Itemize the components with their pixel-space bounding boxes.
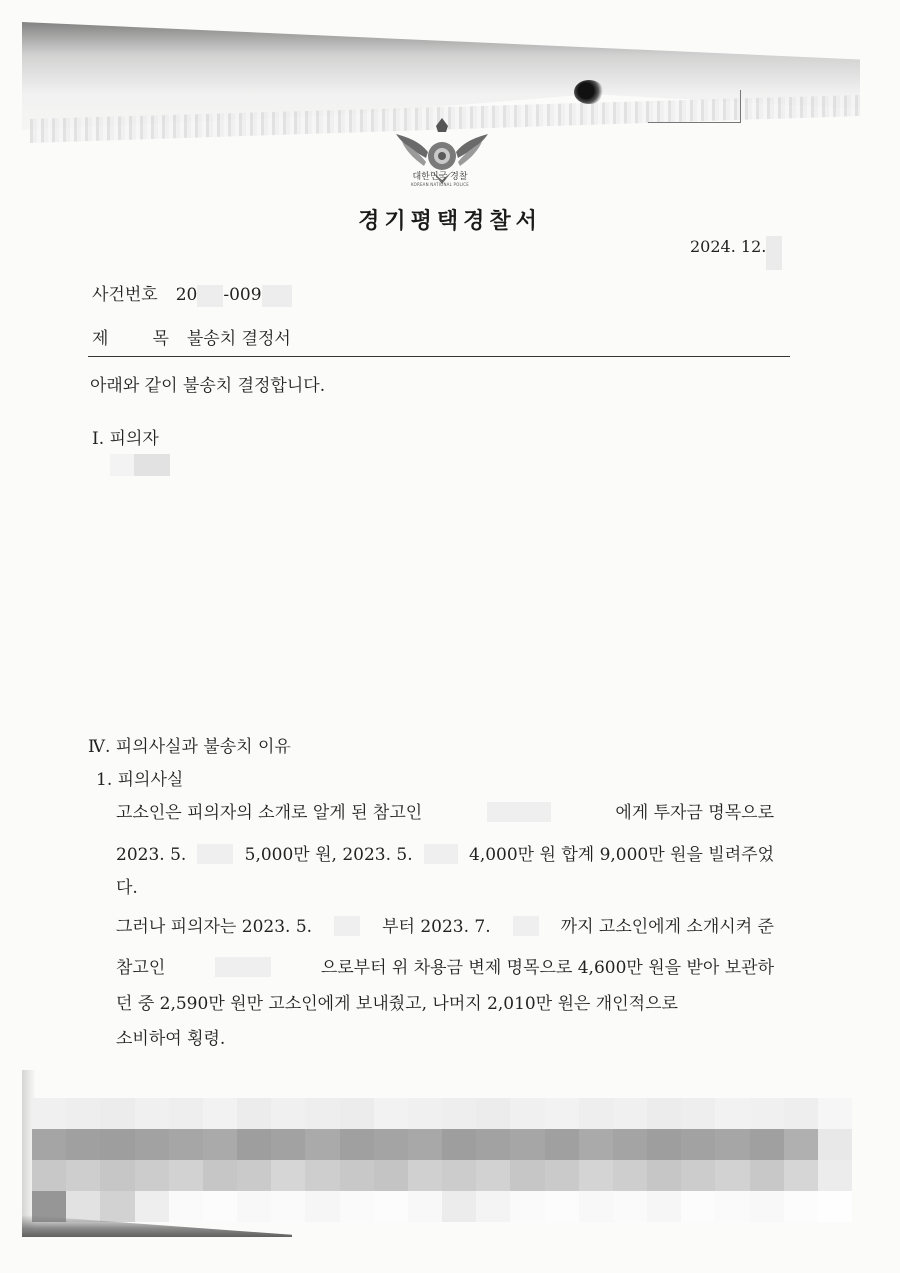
p2-l1-a: 그러나 피의자는 2023. 5. — [116, 917, 313, 937]
section-suspect-heading: Ⅰ. 피의자 — [92, 429, 159, 449]
section-facts-heading: Ⅳ. 피의사실과 불송치 이유 — [88, 737, 291, 757]
mosaic-cell — [647, 1191, 681, 1222]
mosaic-cell — [135, 1191, 169, 1222]
redaction-case-serial — [262, 285, 292, 307]
mosaic-cell — [340, 1098, 374, 1129]
mosaic-cell — [169, 1160, 203, 1191]
mosaic-cell — [203, 1098, 237, 1129]
mosaic-cell — [408, 1098, 442, 1129]
case-number-label: 사건번호 — [92, 285, 158, 305]
station-name: 경기평택경찰서 — [358, 208, 542, 234]
p2-l2-a: 참고인 — [116, 958, 166, 978]
p2-l3: 던 중 2,590만 원만 고소인에게 보내줬고, 나머지 2,010만 원은 개인적으로 — [116, 994, 678, 1014]
mosaic-cell — [305, 1098, 339, 1129]
mosaic-cell — [32, 1160, 66, 1191]
mosaic-cell — [579, 1191, 613, 1222]
mosaic-cell — [237, 1191, 271, 1222]
stamp-box — [648, 90, 741, 123]
punch-hole-mark — [574, 80, 604, 104]
p1-l2-b: 5,000만 원, 2023. 5. — [244, 845, 413, 865]
mosaic-cell — [271, 1160, 305, 1191]
header-divider — [88, 356, 790, 357]
mosaic-cell — [135, 1129, 169, 1160]
redaction-suspect-name — [110, 454, 170, 476]
mosaic-cell — [32, 1129, 66, 1160]
mosaic-cell — [374, 1191, 408, 1222]
mosaic-cell — [305, 1191, 339, 1222]
paragraph-2-line-3 — [116, 993, 774, 1015]
mosaic-cell — [476, 1129, 510, 1160]
mosaic-cell — [374, 1160, 408, 1191]
redaction-date-2 — [424, 844, 458, 864]
title-label-1: 제 — [92, 329, 109, 349]
mosaic-cell — [66, 1160, 100, 1191]
mosaic-cell — [613, 1129, 647, 1160]
mosaic-cell — [100, 1129, 134, 1160]
mosaic-cell — [613, 1191, 647, 1222]
redaction-witness-1 — [487, 802, 551, 822]
mosaic-cell — [750, 1191, 784, 1222]
mosaic-cell — [681, 1160, 715, 1191]
redaction-date-1 — [197, 844, 233, 864]
paragraph-2-line-2 — [116, 957, 774, 979]
mosaic-cell — [32, 1098, 66, 1129]
mosaic-cell — [545, 1160, 579, 1191]
mosaic-cell — [340, 1191, 374, 1222]
mosaic-cell — [135, 1098, 169, 1129]
mosaic-cell — [476, 1160, 510, 1191]
p1-l1-a: 고소인은 피의자의 소개로 알게 된 참고인 — [116, 803, 423, 823]
paragraph-2-line-1 — [116, 916, 774, 938]
document-title: 불송치 결정서 — [186, 329, 291, 349]
mosaic-cell — [271, 1098, 305, 1129]
mosaic-cell — [784, 1191, 818, 1222]
mosaic-cell — [169, 1191, 203, 1222]
paragraph-1-line-1 — [116, 802, 774, 824]
redaction-witness-2 — [215, 957, 271, 977]
intro-text: 아래와 같이 불송치 결정합니다. — [90, 376, 326, 396]
case-number-mid: -009 — [223, 285, 262, 305]
mosaic-cell — [442, 1191, 476, 1222]
facts-subheading: 1. 피의사실 — [96, 770, 184, 790]
mosaic-cell — [510, 1129, 544, 1160]
mosaic-cell — [169, 1098, 203, 1129]
redaction-date-4 — [513, 916, 539, 936]
mosaic-cell — [613, 1160, 647, 1191]
mosaic-cell — [715, 1129, 749, 1160]
mosaic-cell — [647, 1098, 681, 1129]
mosaic-cell — [613, 1098, 647, 1129]
mosaic-cell — [818, 1160, 852, 1191]
mosaic-cell — [340, 1129, 374, 1160]
mosaic-cell — [100, 1098, 134, 1129]
mosaic-cell — [750, 1129, 784, 1160]
mosaic-cell — [818, 1129, 852, 1160]
mosaic-cell — [66, 1098, 100, 1129]
mosaic-cell — [271, 1191, 305, 1222]
mosaic-cell — [579, 1098, 613, 1129]
mosaic-cell — [442, 1160, 476, 1191]
mosaic-cell — [408, 1160, 442, 1191]
mosaic-cell — [510, 1160, 544, 1191]
mosaic-cell — [818, 1098, 852, 1129]
mosaic-cell — [66, 1191, 100, 1222]
mosaic-cell — [476, 1191, 510, 1222]
p2-l1-c: 까지 고소인에게 소개시켜 준 — [560, 917, 774, 937]
mosaic-cell — [408, 1129, 442, 1160]
paragraph-1-line-2 — [116, 844, 774, 866]
p1-l2-a: 2023. 5. — [116, 845, 187, 865]
paragraph-2-line-4 — [116, 1028, 774, 1050]
mosaic-cell — [545, 1129, 579, 1160]
mosaic-cell — [681, 1129, 715, 1160]
mosaic-cell — [237, 1098, 271, 1129]
mosaic-cell — [818, 1191, 852, 1222]
redaction-date-3 — [334, 916, 360, 936]
mosaic-cell — [135, 1160, 169, 1191]
mosaic-cell — [784, 1160, 818, 1191]
mosaic-cell — [681, 1098, 715, 1129]
mosaic-cell — [442, 1098, 476, 1129]
emblem-title: 대한민국 경찰 — [412, 172, 468, 182]
mosaic-cell — [715, 1098, 749, 1129]
title-row — [92, 324, 291, 349]
mosaic-cell — [374, 1098, 408, 1129]
mosaic-cell — [579, 1129, 613, 1160]
mosaic-cell — [510, 1191, 544, 1222]
mosaic-cell — [305, 1160, 339, 1191]
mosaic-cell — [784, 1098, 818, 1129]
emblem-caption — [380, 172, 500, 188]
mosaic-cell — [545, 1098, 579, 1129]
mosaic-cell — [203, 1160, 237, 1191]
mosaic-cell — [442, 1129, 476, 1160]
mosaic-cell — [715, 1160, 749, 1191]
mosaic-cell — [66, 1129, 100, 1160]
emblem-subtitle: KOREAN NATIONAL POLICE — [411, 182, 469, 187]
mosaic-cell — [750, 1160, 784, 1191]
p2-l4: 소비하여 횡령. — [116, 1029, 226, 1049]
mosaic-cell — [203, 1191, 237, 1222]
mosaic-cell — [340, 1160, 374, 1191]
mosaic-cell — [476, 1098, 510, 1129]
redaction-mosaic — [32, 1098, 852, 1222]
p1-l2-c: 4,000만 원 합계 9,000만 원을 빌려주었 — [469, 845, 774, 865]
redaction-case-year — [197, 285, 223, 307]
mosaic-cell — [545, 1191, 579, 1222]
case-number-prefix: 20 — [175, 285, 198, 305]
mosaic-cell — [305, 1129, 339, 1160]
p1-l3: 다. — [116, 878, 138, 898]
redaction-date-day — [766, 236, 782, 270]
mosaic-cell — [408, 1191, 442, 1222]
mosaic-cell — [203, 1129, 237, 1160]
mosaic-cell — [750, 1098, 784, 1129]
mosaic-cell — [647, 1160, 681, 1191]
mosaic-cell — [237, 1160, 271, 1191]
mosaic-cell — [100, 1191, 134, 1222]
p2-l1-b: 부터 2023. 7. — [382, 917, 491, 937]
mosaic-cell — [271, 1129, 305, 1160]
mosaic-cell — [579, 1160, 613, 1191]
p2-l2-b: 으로부터 위 차용금 변제 명목으로 4,600만 원을 받아 보관하 — [320, 958, 774, 978]
mosaic-cell — [681, 1191, 715, 1222]
mosaic-cell — [784, 1129, 818, 1160]
p1-l1-b: 에게 투자금 명목으로 — [615, 803, 774, 823]
mosaic-cell — [510, 1098, 544, 1129]
mosaic-cell — [647, 1129, 681, 1160]
mosaic-cell — [374, 1129, 408, 1160]
mosaic-cell — [237, 1129, 271, 1160]
paragraph-1-line-3 — [116, 877, 774, 899]
mosaic-cell — [100, 1160, 134, 1191]
document-date: 2024. 12. — [690, 237, 767, 256]
mosaic-cell — [169, 1129, 203, 1160]
case-number-row — [92, 280, 292, 307]
mosaic-cell — [715, 1191, 749, 1222]
title-label-2: 목 — [152, 329, 169, 349]
